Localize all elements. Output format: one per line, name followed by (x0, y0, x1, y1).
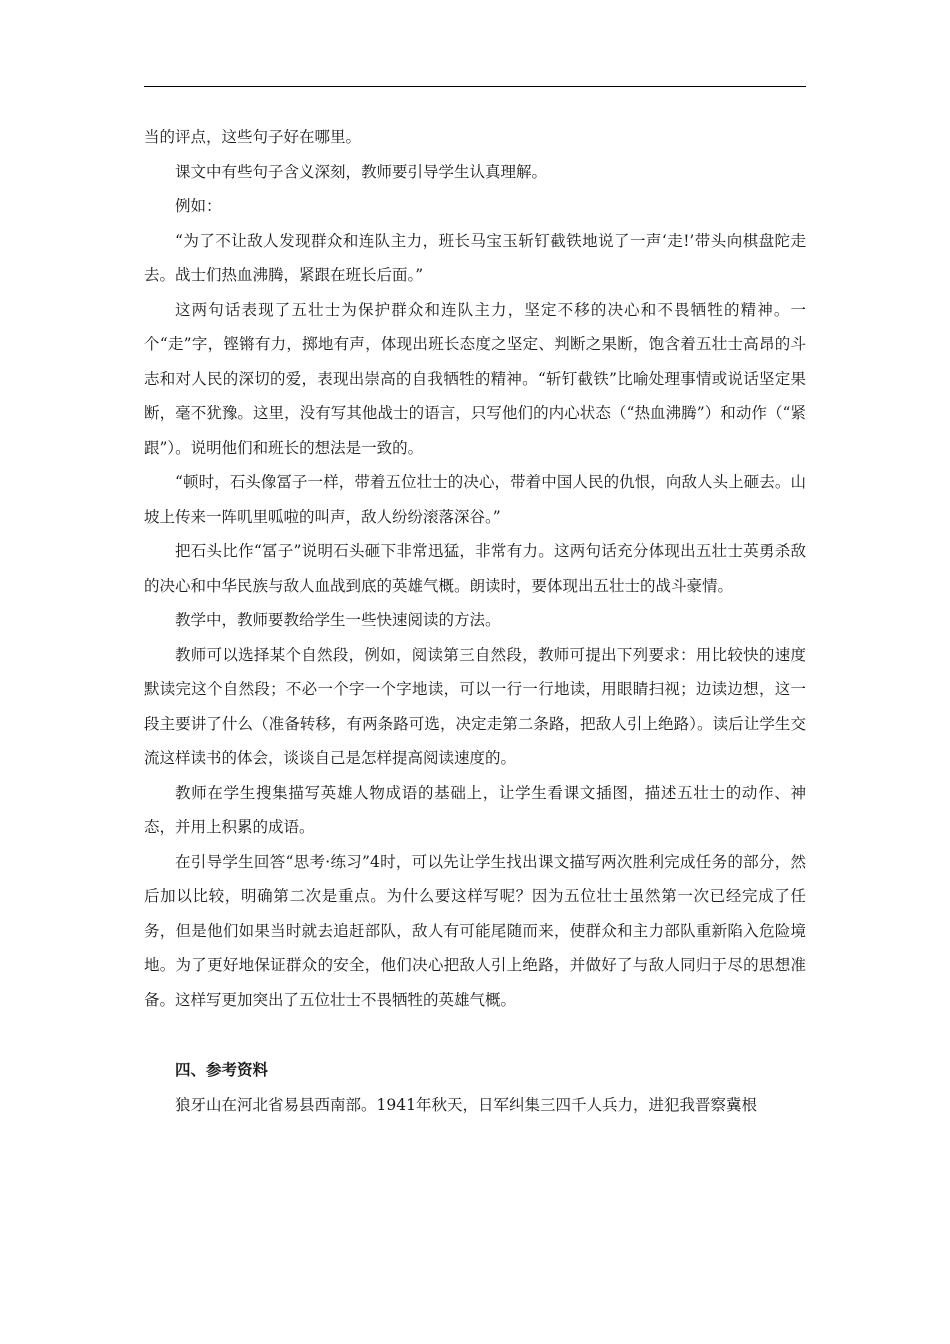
paragraph-continuation: 当的评点，这些句子好在哪里。 (144, 128, 362, 146)
section-heading: 四、参考资料 (175, 1060, 269, 1079)
header-rule (144, 86, 806, 87)
paragraph-example-label: 例如： (175, 197, 222, 215)
quote-paragraph: “顿时，石头像冨子一样，带着五位壮士的决心，带着中国人民的仇恨，向敌人头上砸去。山坡上传来一阵叽里呱啦的叫声，敌人纷纷滚落深谷。” (144, 473, 806, 526)
paragraph: 这两句话表现了五壮士为保护群众和连队主力，坚定不移的决心和不畏牺牲的精神。一个“走”字，铿锵有力，掷地有声，体现出班长态度之坚定、判断之果断，饱含着五壮士高昂的斗志和对人民的深切的爱，表现出崇高的自我牺牲的精神。“斩钉截铁”比喻处理事情或说话坚定果断，毫不犹豫。这里，没有写其他战士的语言，只写他们的内心状态（“热血沸腾”）和动作（“紧跟”）。说明他们和班长的想法是一致的。 (144, 300, 806, 457)
paragraph: 把石头比作“冨子”说明石头砸下非常迅猛，非常有力。这两句话充分体现出五壮士英勇杀敌的决心和中华民族与敌人血战到底的英雄气概。朗读时，要体现出五壮士的战斗豪情。 (144, 542, 806, 595)
paragraph: 教师在学生搜集描写英雄人物成语的基础上，让学生看课文插图，描述五壮士的动作、神态，并用上积累的成语。 (144, 783, 806, 836)
quote-paragraph: “为了不让敌人发现群众和连队主力，班长马宝玉斩钉截铁地说了一声‘走!’带头向棋盘陀走去。战士们热血沸腾，紧跟在班长后面。” (144, 231, 806, 284)
paragraph: 教学中，教师要教给学生一些快速阅读的方法。 (175, 611, 501, 629)
document-body (144, 120, 806, 1122)
section-paragraph: 狼牙山在河北省易县西南部。1941年秋天，日军纠集三四千人兵力，进犯我晋察冀根 (175, 1095, 757, 1114)
paragraph: 课文中有些句子含义深刻，教师要引导学生认真理解。 (175, 162, 548, 181)
paragraph: 在引导学生回答“思考·练习”4时，可以先让学生找出课文描写两次胜利完成任务的部分，然后加以比较，明确第二次是重点。为什么要这样写呢？因为五位壮士虽然第一次已经完成了任务，但是他们如果当时就去追赶部队，敌人有可能尾随而来，使群众和主力部队重新陷入危险境地。为了更好地保证群众的安全，他们决心把敌人引上绝路，并做好了与敌人同归于尽的思想准备。这样写更加突出了五位壮士不畏牺牲的英雄气概。 (144, 852, 806, 1009)
paragraph: 教师可以选择某个自然段，例如，阅读第三自然段，教师可提出下列要求：用比较快的速度默读完这个自然段；不必一个字一个字地读，可以一行一行地读，用眼睛扫视；边读边想，这一段主要讲了什么（准备转移，有两条路可选，决定走第二条路，把敌人引上绝路）。读后让学生交流这样读书的体会，谈谈自己是怎样提高阅读速度的。 (144, 645, 806, 767)
